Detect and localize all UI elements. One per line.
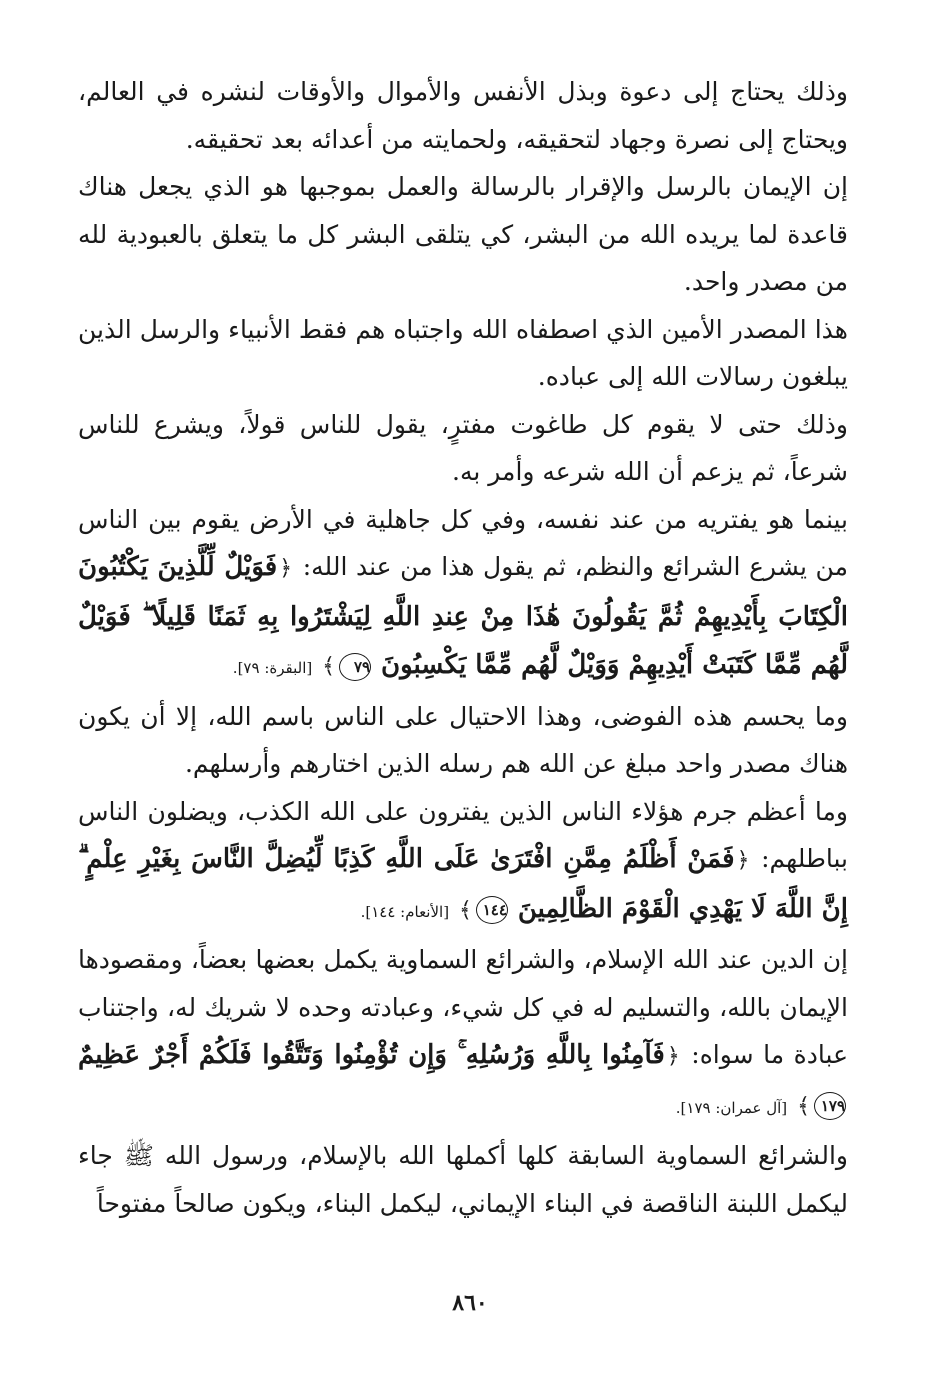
verse-close-bracket: ﴾	[459, 897, 472, 923]
quran-verse-anam: فَمَنْ أَظْلَمُ مِمَّنِ افْتَرَىٰ عَلَى اللَّهِ كَذِبًا لِّيُضِلَّ النَّاسَ بِغَيْرِ عِلْمٍ ۗ إِنَّ اللَّهَ لَا يَهْدِي الْقَوْمَ الظَّالِمِينَ	[78, 844, 848, 924]
page-number: ٨٦٠	[452, 1290, 488, 1316]
page-body	[78, 68, 848, 1227]
ayah-number-badge: ١٧٩	[814, 1092, 846, 1120]
paragraph-1: وذلك يحتاج إلى دعوة وبذل الأنفس والأموال والأوقات لنشره في العالم، ويحتاج إلى نصرة وجهاد لتحقيقه، ولحمايته من أعدائه بعد تحقيقه.	[78, 77, 848, 154]
verse-open-bracket: ﴿	[736, 848, 750, 873]
verse-reference: [آل عمران: ١٧٩].	[675, 1098, 788, 1117]
quran-verse-al-imran: فَآمِنُوا بِاللَّهِ وَرُسُلِهِ ۚ وَإِن تُؤْمِنُوا وَتَتَّقُوا فَلَكُمْ أَجْرٌ عَظِيمٌ	[78, 1040, 665, 1070]
ayah-number-badge: ٧٩	[339, 653, 371, 681]
paragraph-2: إن الإيمان بالرسل والإقرار بالرسالة والعمل بموجبها هو الذي يجعل هناك قاعدة لما يريده الله من البشر، كي يتلقى البشر كل ما يتعلق بالعبودية لله من مصدر واحد.	[78, 172, 848, 296]
verse-close-bracket: ﴾	[797, 1093, 810, 1119]
paragraph-6: وما يحسم هذه الفوضى، وهذا الاحتيال على الناس باسم الله، إلا أن يكون هناك مصدر واحد مبلغ عن الله هم رسله الذين اختارهم وأرسلهم.	[78, 701, 848, 778]
paragraph-5	[78, 496, 848, 693]
paragraph-9: والشرائع السماوية السابقة كلها أكملها الله بالإسلام، ورسول الله ﷺ جاء ليكمل اللبنة الناقصة في البناء الإيماني، ليكمل البناء، ويكون صالحاً مفتوحاً	[78, 1141, 848, 1218]
paragraph-4: وذلك حتى لا يقوم كل طاغوت مفترٍ، يقول للناس قولاً، ويشرع للناس شرعاً، ثم يزعم أن الله شرعه وأمر به.	[78, 409, 848, 486]
verse-open-bracket: ﴿	[666, 1044, 680, 1069]
verse-close-bracket: ﴾	[322, 654, 336, 679]
ayah-number-badge: ١٤٤	[476, 896, 508, 924]
paragraph-8-text: إن الدين عند الله الإسلام، والشرائع السماوية يكمل بعضها بعضاً، ومقصودها الإيمان بالله، والتسليم له في كل شيء، وعبادته وحده لا شريك له، واجتناب عبادة ما سواه:	[78, 945, 848, 1069]
paragraph-5-text: بينما هو يفتريه من عند نفسه، وفي كل جاهلية في الأرض يقوم بين الناس من يشرع الشرائع والنظم، ثم يقول هذا من عند الله:	[78, 504, 848, 581]
verse-open-bracket: ﴿	[279, 556, 293, 581]
paragraph-7	[78, 788, 848, 937]
verse-reference: [الأنعام: ١٤٤].	[360, 902, 450, 921]
paragraph-3: هذا المصدر الأمين الذي اصطفاه الله واجتباه هم فقط الأنبياء والرسل الذين يبلغون رسالات الله إلى عباده.	[78, 314, 848, 391]
verse-reference: [البقرة: ٧٩].	[232, 659, 313, 677]
paragraph-7-text: وما أعظم جرم هؤلاء الناس الذين يفترون على الله الكذب، ويضلون الناس بباطلهم:	[78, 796, 848, 873]
paragraph-8	[78, 936, 848, 1132]
quran-verse-baqarah: فَوَيْلٌ لِّلَّذِينَ يَكْتُبُونَ الْكِتَابَ بِأَيْدِيهِمْ ثُمَّ يَقُولُونَ هَٰذَا مِنْ عِندِ اللَّهِ لِيَشْتَرُوا بِهِ ثَمَنًا قَلِيلًا ۖ فَوَيْلٌ لَّهُم مِّمَّا كَتَبَتْ أَيْدِيهِمْ وَوَيْلٌ لَّهُم مِّمَّا يَكْسِبُونَ	[78, 552, 848, 680]
